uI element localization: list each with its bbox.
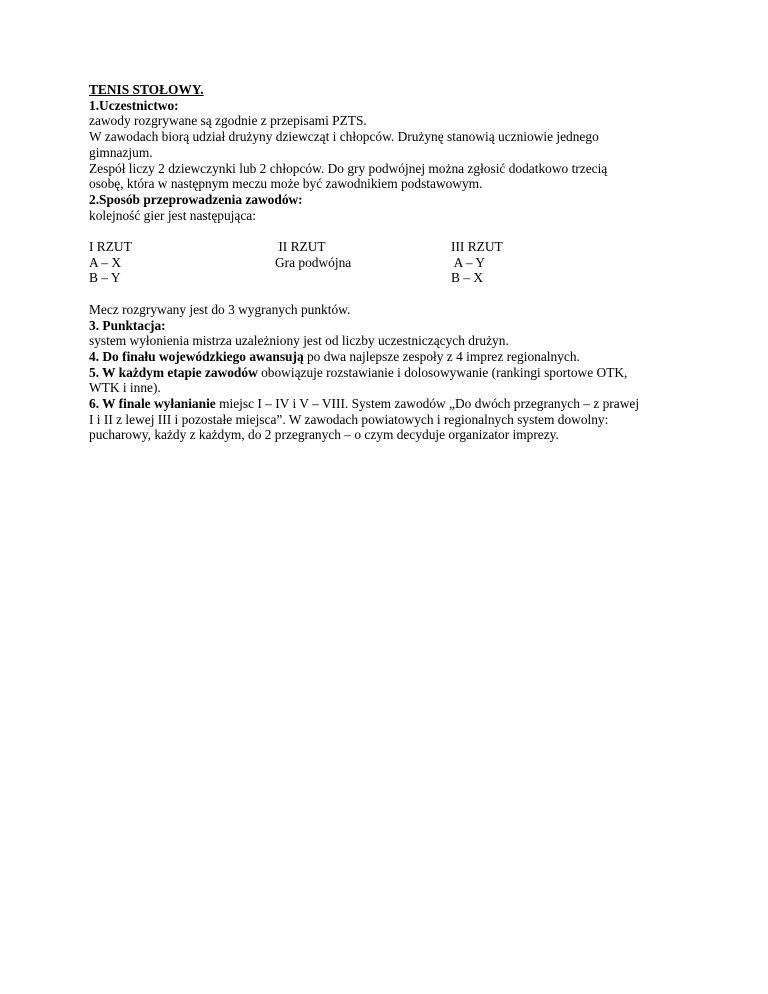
section-1-line-1: zawody rozgrywane są zgodnie z przepisami PZTS.	[89, 113, 367, 129]
section-6-line-2: I i II z lewej III i pozostałe miejsca”. W zawodach powiatowych i regionalnych system dowolny:	[89, 411, 609, 427]
match-rule-line: Mecz rozgrywany jest do 3 wygranych punktów.	[89, 301, 351, 317]
section-1-line-2: W zawodach biorą udział drużyny dziewcząt i chłopców. Drużynę stanowią uczniowie jednego	[89, 129, 599, 145]
section-6-line-3: pucharowy, każdy z każdym, do 2 przegranych – o czym decyduje organizator imprezy.	[89, 427, 559, 443]
section-2-heading: 2.Sposób przeprowadzenia zawodów:	[89, 191, 303, 207]
section-3-heading: 3. Punktacja:	[89, 317, 166, 333]
section-4-bold: 4. Do finału wojewódzkiego awansują	[89, 348, 304, 364]
section-2-line: kolejność gier jest następująca:	[89, 207, 256, 223]
section-1-line-5: osobę, która w następnym meczu może być zawodnikiem podstawowym.	[89, 176, 483, 192]
document-title: TENIS STOŁOWY.	[89, 82, 204, 97]
section-1-line-4: Zespół liczy 2 dziewczynki lub 2 chłopców. Do gry podwójnej można zgłosić dodatkowo trzecią	[89, 160, 608, 176]
section-5-line-1	[89, 365, 689, 381]
section-3-line: system wyłonienia mistrza uzależniony jest od liczby uczestniczących drużyn.	[89, 333, 509, 349]
round-2-title: II RZUT	[275, 239, 326, 255]
round-2-match-1: Gra podwójna	[275, 254, 352, 270]
section-5-text: obowiązuje rozstawianie i dolosowywanie (rankingi sportowe OTK,	[257, 364, 628, 380]
section-6-text: miejsc I – IV i V – VIII. System zawodów „Do dwóch przegranych – z prawej	[215, 396, 640, 412]
round-2-column	[275, 239, 351, 270]
round-1-match-2: B – Y	[89, 270, 121, 286]
round-3-match-1: A – Y	[451, 254, 486, 270]
blank-line	[89, 286, 689, 302]
round-1-title: I RZUT	[89, 239, 132, 255]
round-3-match-2: B – X	[451, 270, 483, 286]
section-5-bold: 5. W każdym etapie zawodów	[89, 364, 258, 380]
section-4-line	[89, 349, 689, 365]
section-1-heading: 1.Uczestnictwo:	[89, 97, 179, 113]
section-4-text: po dwa najlepsze zespoły z 4 imprez regionalnych.	[303, 348, 580, 364]
section-6-line-1	[89, 396, 689, 412]
section-6-bold: 6. W finale wyłanianie	[89, 396, 216, 412]
round-1-match-1: A – X	[89, 254, 121, 270]
blank-line	[89, 223, 689, 239]
round-1-column	[89, 239, 132, 286]
document-page	[89, 82, 689, 443]
round-3-title: III RZUT	[451, 239, 503, 255]
round-3-column	[451, 239, 503, 286]
section-1-line-3: gimnazjum.	[89, 144, 153, 160]
section-5-line-2: WTK i inne).	[89, 380, 161, 396]
rounds-table	[89, 239, 689, 286]
